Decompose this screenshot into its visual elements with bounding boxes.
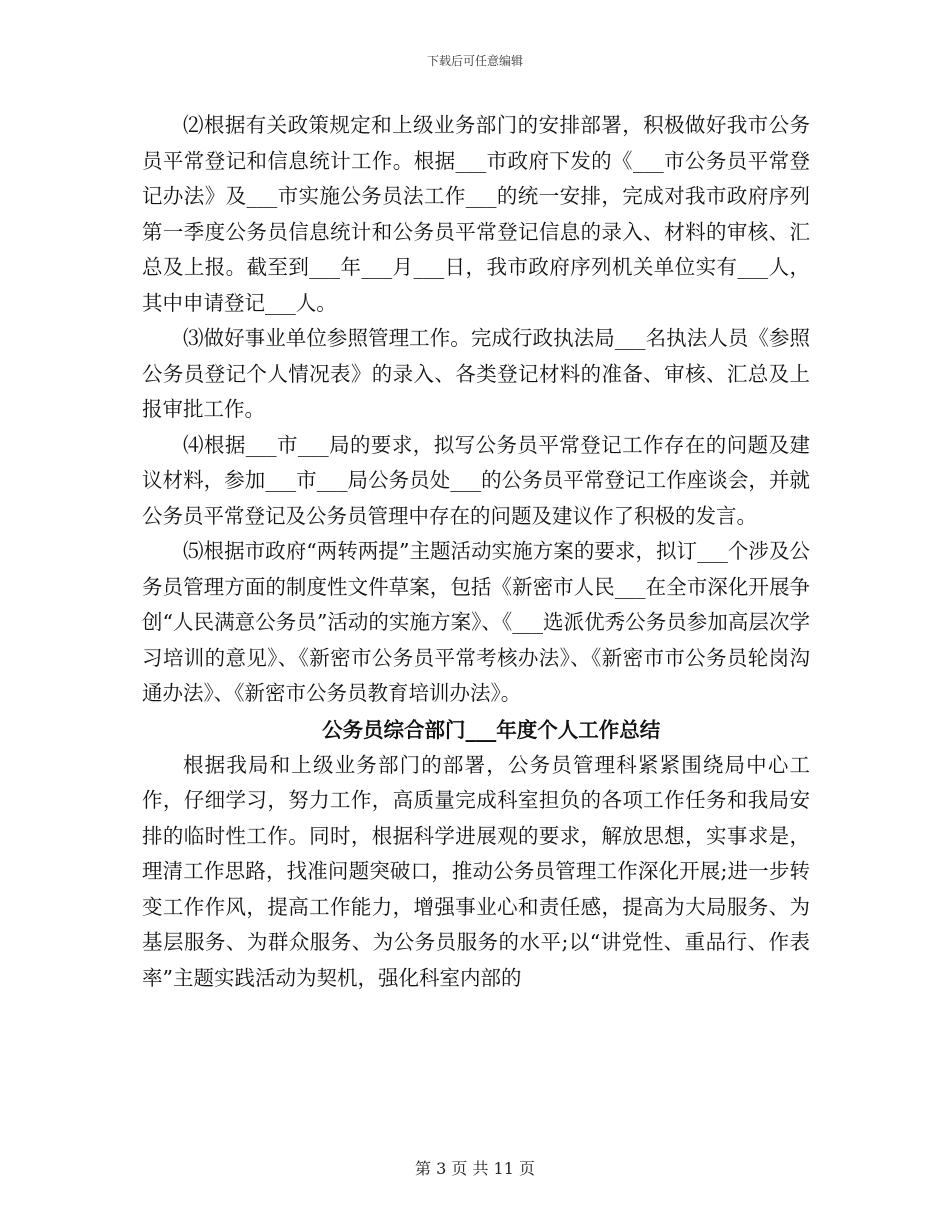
page-header-note: 下载后可任意编辑 [426, 54, 523, 68]
paragraph-2: ⑵根据有关政策规定和上级业务部门的安排部署，积极做好我市公务员平常登记和信息统计工作。根据___市政府下发的《___市公务员平常登记办法》及___市实施公务员法工作___的统一安排，完成对我市政府序列第一季度公务员信息统计和公务员平常登记信息的录入、材料的审核、汇总及上报。截至到___年___月___日，我市政府序列机关单位实有___人，其中申请登记___人。 [142, 113, 810, 315]
paragraph-3: ⑶做好事业单位参照管理工作。完成行政执法局___名执法人员《参照公务员登记个人情况表》的录入、各类登记材料的准备、审核、汇总及上报审批工作。 [142, 326, 810, 421]
page-number: 第 3 页 共 11 页 [415, 1159, 535, 1178]
section-title: 公务员综合部门___年度个人工作总结 [322, 717, 661, 742]
paragraph-5: ⑸根据市政府“两转两提”主题活动实施方案的要求，拟订___个涉及公务员管理方面的制度性文件草案，包括《新密市人民___在全市深化开展争创“人民满意公务员”活动的实施方案》、《___选派优秀公务员参加高层次学习培训的意见》、《新密市公务员平常考核办法》、《新密市市公务员轮岗沟通办法》、《新密市公务员教育培训办法》。 [142, 539, 810, 705]
summary-paragraph: 根据我局和上级业务部门的部署，公务员管理科紧紧围绕局中心工作，仔细学习，努力工作，高质量完成科室担负的各项工作任务和我局安排的临时性工作。同时，根据科学进展观的要求，解放思想，实事求是，理清工作思路，找准问题突破口，推动公务员管理工作深化开展;进一步转变工作作风，提高工作能力，增强事业心和责任感，提高为大局服务、为基层服务、为群众服务、为公务员服务的水平;以“讲党性、重品行、作表率”主题实践活动为契机，强化科室内部的 [142, 752, 810, 990]
document-body [142, 108, 810, 996]
paragraph-4: ⑷根据___市___局的要求，拟写公务员平常登记工作存在的问题及建议材料，参加___市___局公务员处___的公务员平常登记工作座谈会，并就公务员平常登记及公务员管理中存在的问题及建议作了积极的发言。 [142, 432, 810, 528]
